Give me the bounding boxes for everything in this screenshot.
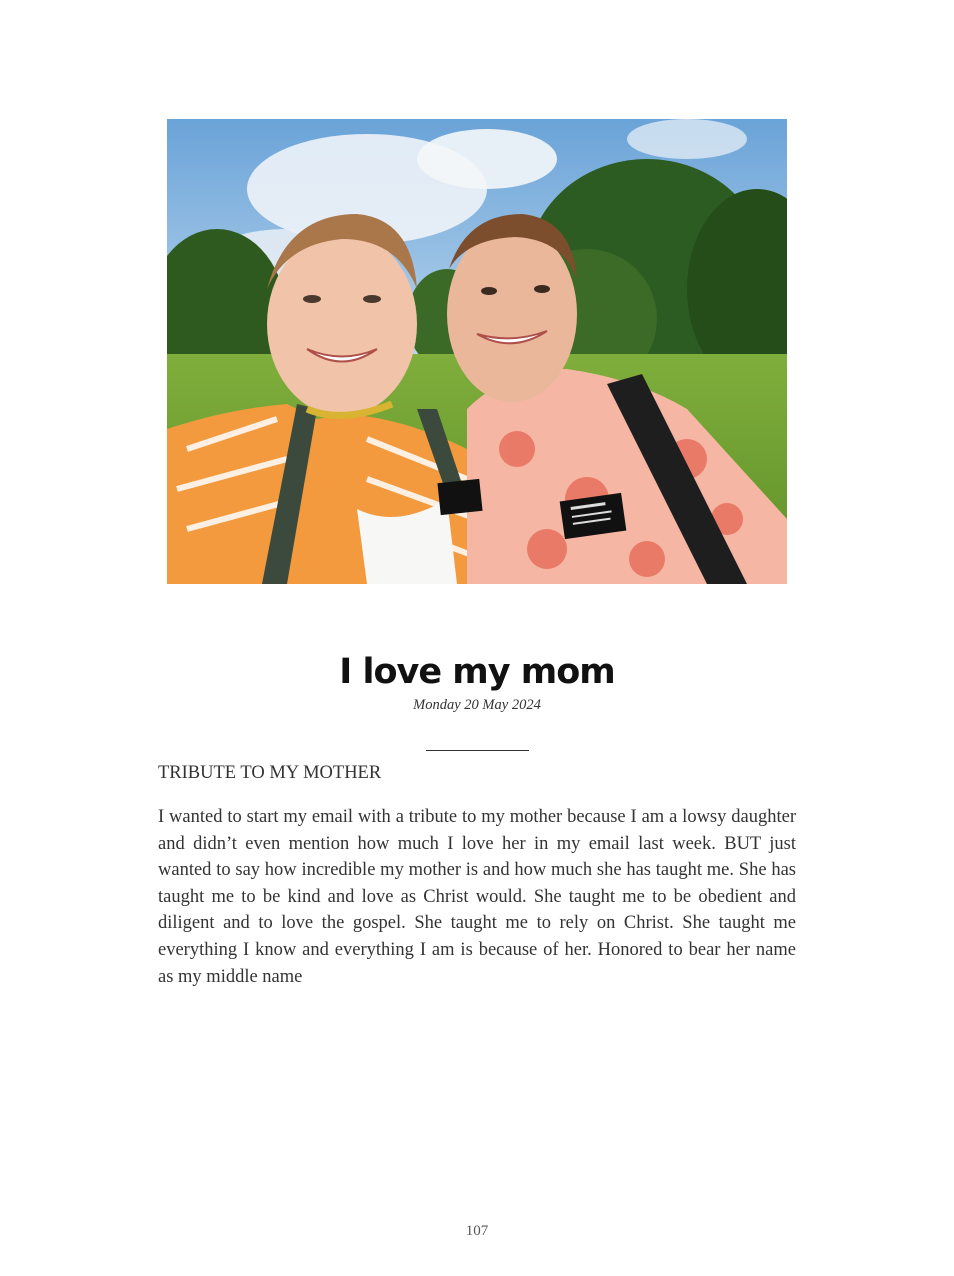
divider <box>426 750 529 751</box>
page-number: 107 <box>465 1223 489 1239</box>
body-paragraph: I wanted to start my email with a tribute to my mother because I am a lowsy daughter and didn’t even mention how much I love her in my email last week. BUT just wanted to say how incredible my mother is and how much she has taught me. She has taught me to be kind and love as Christ would. She taught me to be obedient and diligent and to love the gospel. She taught me to rely on Christ. She taught me everything I know and everything I am is because of her. Honored to bear her name as my middle name <box>158 807 796 987</box>
photo-selfie <box>167 119 787 584</box>
article-title: I love my mom <box>339 652 615 692</box>
article-date: Monday 20 May 2024 <box>413 697 541 713</box>
section-heading: TRIBUTE TO MY MOTHER <box>158 763 382 783</box>
